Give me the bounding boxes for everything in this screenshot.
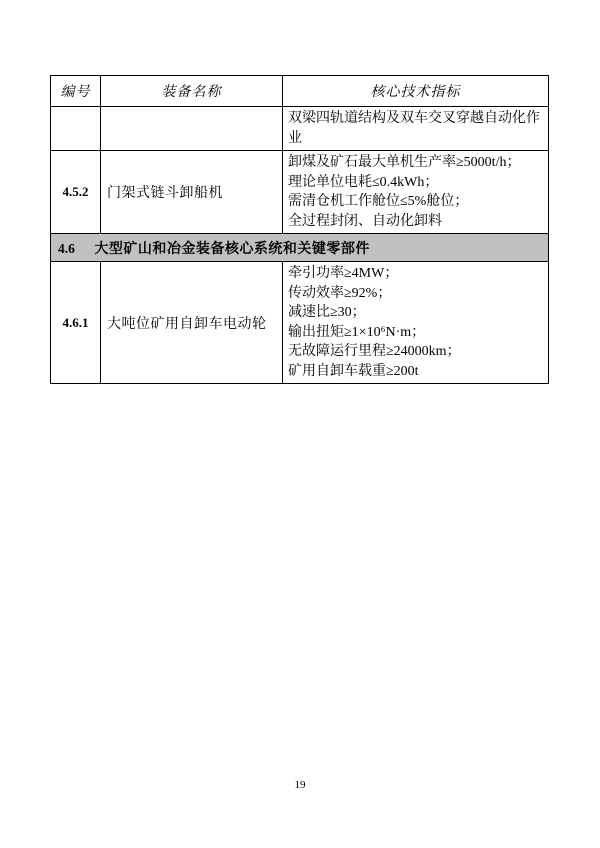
spec-line: 减速比≥30；	[288, 305, 366, 320]
section-number: 4.6	[58, 240, 75, 256]
spec-cell	[283, 107, 549, 151]
spec-cell	[283, 262, 549, 384]
equipment-name-cell: 门架式链斗卸船机	[101, 151, 283, 234]
table-row-4-6-1	[51, 262, 549, 384]
spec-line: 牵引功率≥4MW；	[288, 266, 399, 281]
spec-line: 理论单位电耗≤0.4kWh；	[288, 174, 439, 190]
section-header-cell	[51, 234, 549, 262]
spec-line: 传动效率≥92%；	[288, 285, 392, 301]
column-header-name: 装备名称	[101, 76, 283, 107]
spec-line: 矿用自卸车载重≥200t	[288, 363, 419, 379]
equipment-name-cell	[101, 107, 283, 151]
table-row-continuation	[51, 107, 549, 151]
spec-line: 输出扭矩≥1×10⁶N·m；	[288, 324, 426, 340]
equipment-name-cell: 大吨位矿用自卸车电动轮	[101, 262, 283, 384]
spec-line: 无故障运行里程≥24000km；	[288, 344, 461, 359]
table-row-4-5-2	[51, 151, 549, 234]
table-header-row	[51, 76, 549, 107]
spec-line: 需清仓机工作舱位≤5%舱位；	[288, 194, 469, 209]
spec-line: 卸煤及矿石最大单机生产率≥5000t/h；	[288, 155, 521, 170]
equipment-id-cell	[51, 107, 101, 151]
section-title: 大型矿山和冶金装备核心系统和关键零部件	[94, 239, 370, 256]
column-header-id: 编号	[51, 76, 101, 107]
spec-line: 全过程封闭、自动化卸料	[288, 213, 442, 229]
equipment-id-cell: 4.5.2	[51, 151, 101, 234]
equipment-spec-table	[50, 75, 549, 384]
spec-line: 双梁四轨道结构及双车交叉穿越自动化作业	[288, 111, 540, 146]
spec-cell	[283, 151, 549, 234]
column-header-spec: 核心技术指标	[283, 76, 549, 107]
page-number: 19	[294, 779, 306, 791]
table-section-row-4-6	[51, 234, 549, 262]
equipment-id-cell: 4.6.1	[51, 262, 101, 384]
